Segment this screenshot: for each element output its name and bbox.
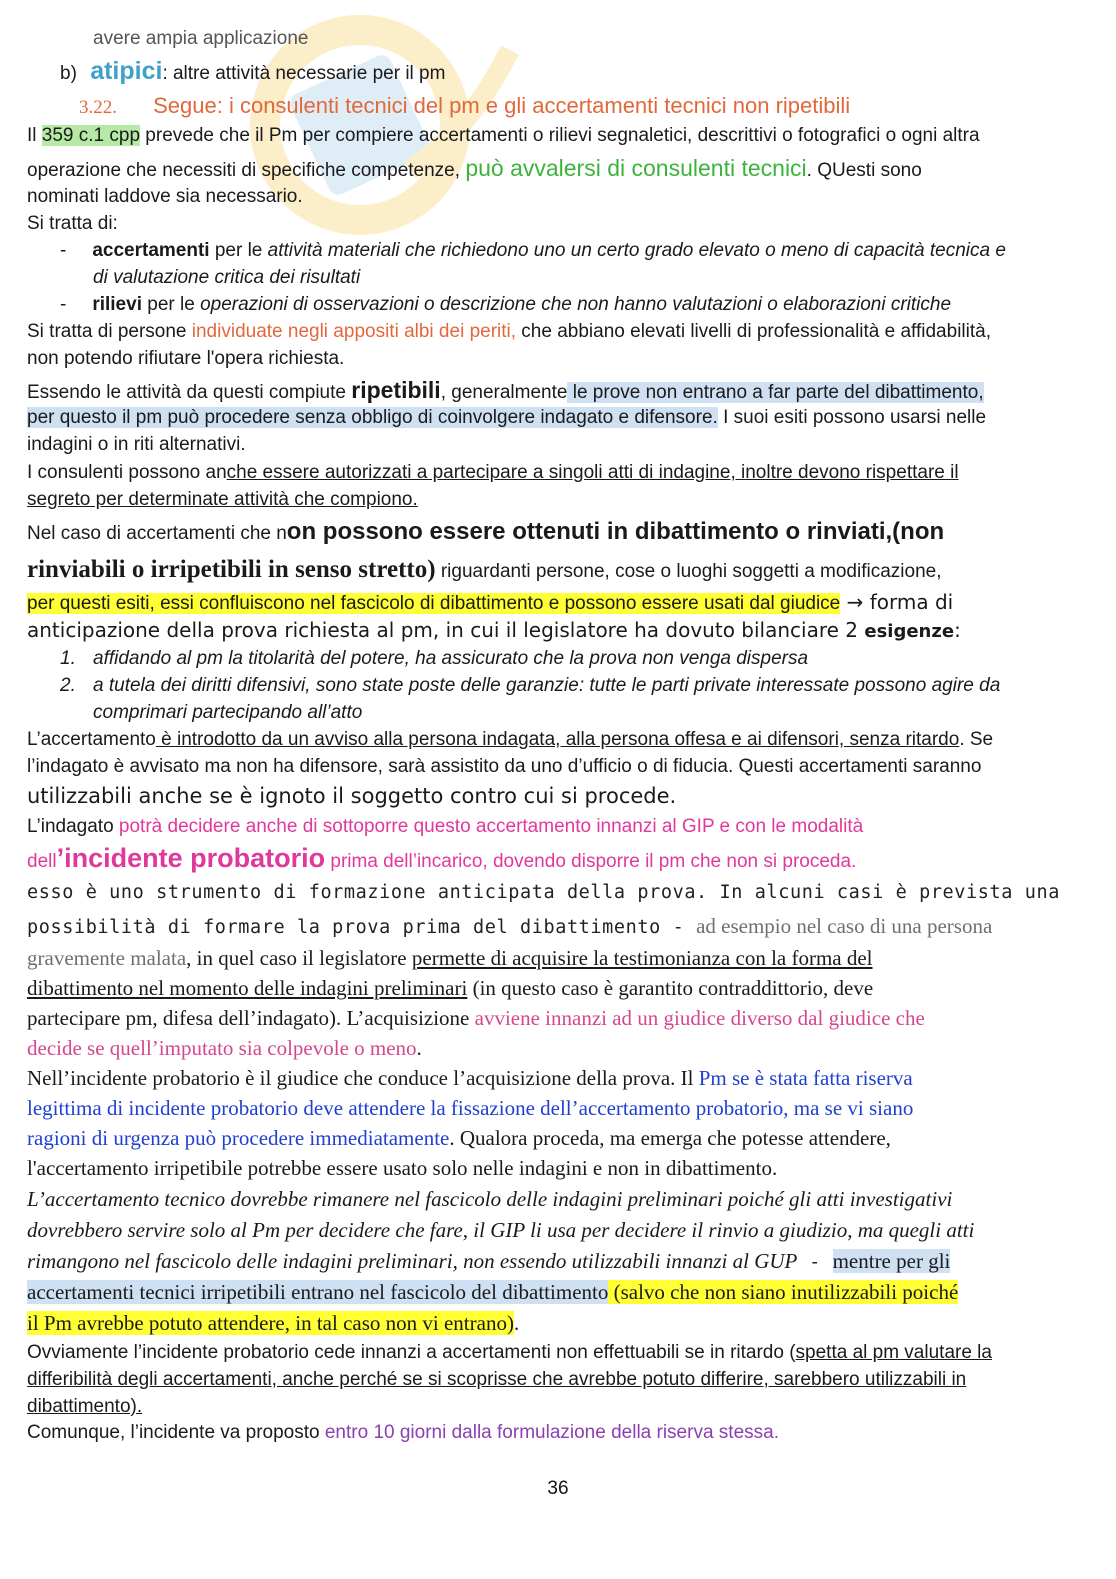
text-line: ragioni di urgenza può procedere immediatamente. Qualora proceda, ma emerga che potesse attendere, (27, 1126, 891, 1150)
list-item: b) atipici: altre attività necessarie per il pm (60, 57, 446, 85)
text-line: Essendo le attività da questi compiute ripetibili, generalmente le prove non entrano a far parte del dibattimento, (27, 377, 984, 403)
text-line: di valutazione critica dei risultati (93, 267, 361, 288)
text-line: Il 359 c.1 cpp prevede che il Pm per compiere accertamenti o rilievi segnaletici, descrittivi o fotografici o ogni altra (27, 125, 980, 146)
text-line: accertamenti tecnici irripetibili entrano nel fascicolo del dibattimento (salvo che non siano inutilizzabili poiché (27, 1280, 959, 1304)
text-line: non potendo rifiutare l'opera richiesta. (27, 348, 345, 369)
text-line: gravemente malata, in quel caso il legislatore permette di acquisire la testimonianza con la forma del (27, 946, 873, 970)
text-line: nominati laddove sia necessario. (27, 186, 303, 207)
text-line: avere ampia applicazione (93, 28, 309, 49)
section-heading: 3.22. Segue: i consulenti tecnici del pm e gli accertamenti tecnici non ripetibili (79, 93, 851, 118)
text-line: I consulenti possono anche essere autorizzati a partecipare a singoli atti di indagine, inoltre devono rispettare il (27, 462, 959, 483)
text-line: rimangono nel fascicolo delle indagini preliminari, non essendo utilizzabili innanzi al GUP - mentre per gli (27, 1249, 951, 1273)
text-line: anticipazione della prova richiesta al pm, in cui il legislatore ha dovuto bilanciare 2 esigenze: (27, 618, 961, 642)
text-line: dibattimento). (27, 1396, 143, 1417)
text-line: l’indagato è avvisato ma non ha difensore, sarà assistito da uno d’ufficio o di fiducia. Questi accertamenti saranno (27, 756, 982, 777)
text-line: dibattimento nel momento delle indagini preliminari (in questo caso è garantito contraddittorio, deve (27, 976, 874, 1000)
term-label: atipici (90, 57, 163, 85)
text-line: dell’incidente probatorio prima dell’incarico, dovendo disporre il pm che non si proceda. (27, 843, 857, 873)
list-item: 2. a tutela dei diritti difensivi, sono state poste delle garanzie: tutte le parti private interessate possono agire da (60, 675, 1001, 696)
text-line: decide se quell’imputato sia colpevole o meno. (27, 1036, 422, 1060)
text-line: partecipare pm, difesa dell’indagato). L’acquisizione avviene innanzi ad un giudice diverso dal giudice che (27, 1006, 925, 1030)
list-item: - accertamenti per le attività materiali che richiedono uno un certo grado elevato o meno di capacità tecnica e (60, 240, 1006, 261)
text-line: operazione che necessiti di specifiche competenze, può avvalersi di consulenti tecnici. QUesti sono (27, 155, 922, 181)
text-line: Comunque, l’incidente va proposto entro 10 giorni dalla formulazione della riserva stessa. (27, 1422, 779, 1443)
text-line: Si tratta di persone individuate negli appositi albi dei periti, che abbiano elevati livelli di professionalità e affidabilità, (27, 321, 991, 342)
text-line: legittima di incidente probatorio deve attendere la fissazione dell’accertamento probatorio, ma se vi siano (27, 1096, 914, 1120)
text-line: utilizzabili anche se è ignoto il soggetto contro cui si procede. (27, 784, 677, 808)
text-line: Ovviamente l’incidente probatorio cede innanzi a accertamenti non effettuabili se in ritardo (spetta al pm valutare la (27, 1342, 992, 1363)
text-line: L’accertamento tecnico dovrebbe rimanere nel fascicolo delle indagini preliminari poiché gli atti investigativi (27, 1187, 953, 1211)
text-line: l'accertamento irripetibile potrebbe essere usato solo nelle indagini e non in dibattimento. (27, 1156, 778, 1180)
text-line: rinviabili o irripetibili in senso stretto) riguardanti persone, cose o luoghi soggetti a modificazione, (27, 556, 942, 583)
text-line: il Pm avrebbe potuto attendere, in tal caso non vi entrano). (27, 1311, 520, 1335)
text-line: L’accertamento è introdotto da un avviso alla persona indagata, alla persona offesa e ai difensori, senza ritardo. Se (27, 729, 994, 750)
text-line: Nell’incidente probatorio è il giudice che conduce l’acquisizione della prova. Il Pm se è stata fatta riserva (27, 1066, 913, 1090)
page-number: 36 (547, 1478, 569, 1499)
text-line: indagini o in riti alternativi. (27, 434, 246, 455)
text-line: per questo il pm può procedere senza obbligo di coinvolgere indagato e difensore. I suoi esiti possono usarsi nelle (27, 407, 987, 428)
text-line: dovrebbero servire solo al Pm per decidere che fare, il GIP li usa per decidere il rinvio a giudizio, ma quegli atti (27, 1218, 975, 1242)
list-item: - rilievi per le operazioni di osservazioni o descrizione che non hanno valutazioni o elaborazioni critiche (60, 294, 952, 315)
text-line: comprimari partecipando all’atto (93, 702, 363, 723)
text-line: Nel caso di accertamenti che non possono essere ottenuti in dibattimento o rinviati,(non (27, 518, 945, 545)
text-line: Si tratta di: (27, 213, 118, 234)
text-line: L’indagato potrà decidere anche di sottoporre questo accertamento innanzi al GIP e con le modalità (27, 816, 864, 837)
list-item: 1. affidando al pm la titolarità del potere, ha assicurato che la prova non venga dispersa (60, 648, 809, 669)
text-line: esso è uno strumento di formazione anticipata della prova. In alcuni casi è prevista una (27, 882, 1060, 903)
text-line: differibilità degli accertamenti, anche perché se si scoprisse che avrebbe potuto differire, sarebbero utilizzabili in (27, 1369, 967, 1390)
text-line: possibilità di formare la prova prima del dibattimento - ad esempio nel caso di una persona (27, 914, 993, 938)
text-line: segreto per determinate attività che compiono. (27, 489, 418, 510)
text-line: per questi esiti, essi confluiscono nel fascicolo di dibattimento e possono essere usati dal giudice → forma di (27, 590, 954, 614)
